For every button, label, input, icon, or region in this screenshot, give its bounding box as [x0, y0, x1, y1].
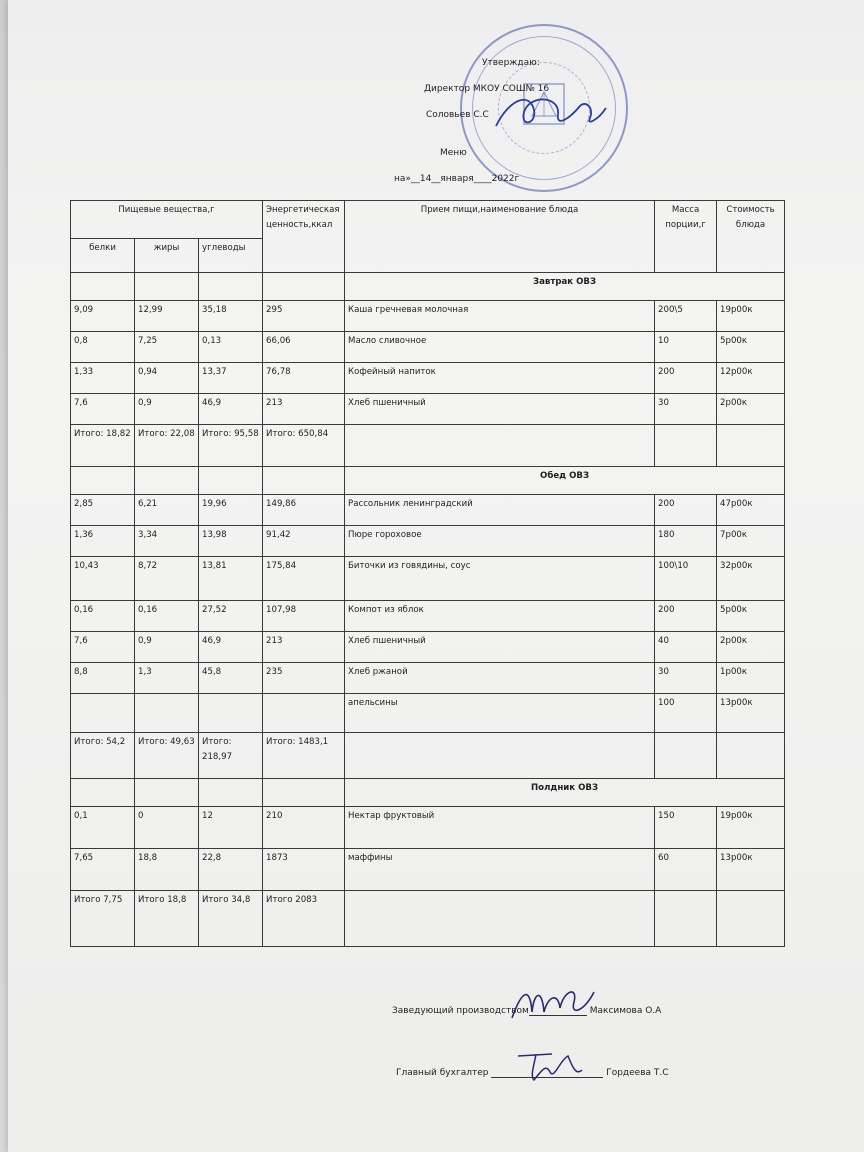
empty-cell — [71, 273, 135, 301]
fat-cell: 12,99 — [135, 301, 199, 332]
empty-cell — [263, 273, 345, 301]
accountant-name: Гордеева Т.С — [606, 1068, 669, 1078]
cost-cell: 1р00к — [717, 663, 785, 694]
energy-cell: 175,84 — [263, 557, 345, 601]
carbs-cell: 35,18 — [199, 301, 263, 332]
dish-name-cell: Пюре гороховое — [345, 526, 655, 557]
approve-label: Утверждаю: — [482, 58, 540, 68]
protein-cell: 1,33 — [71, 363, 135, 394]
dish-row — [71, 301, 785, 332]
carbs-cell: 13,37 — [199, 363, 263, 394]
energy-cell: 1873 — [263, 849, 345, 891]
cost-cell: 32р00к — [717, 557, 785, 601]
director-signature — [490, 88, 610, 138]
empty-cell — [71, 779, 135, 807]
energy-cell: 149,86 — [263, 495, 345, 526]
empty-cell — [717, 733, 785, 779]
dish-name-cell: Компот из яблок — [345, 601, 655, 632]
cost-cell: 19р00к — [717, 301, 785, 332]
cost-cell: 2р00к — [717, 394, 785, 425]
total-energy: Итого: 1483,1 — [263, 733, 345, 779]
dish-row — [71, 663, 785, 694]
col-dish: Прием пищи,наименование блюда — [345, 201, 655, 273]
col-protein: белки — [71, 239, 135, 273]
mass-cell: 100\10 — [655, 557, 717, 601]
protein-cell: 0,16 — [71, 601, 135, 632]
empty-cell — [135, 779, 199, 807]
protein-cell: 8,8 — [71, 663, 135, 694]
accountant-signature — [512, 1046, 592, 1086]
empty-cell — [135, 273, 199, 301]
energy-cell: 213 — [263, 394, 345, 425]
carbs-cell: 22,8 — [199, 849, 263, 891]
mass-cell: 150 — [655, 807, 717, 849]
total-row — [71, 425, 785, 467]
dish-row — [71, 495, 785, 526]
carbs-cell: 0,13 — [199, 332, 263, 363]
cost-cell: 5р00к — [717, 601, 785, 632]
carbs-cell: 12 — [199, 807, 263, 849]
fat-cell: 0,16 — [135, 601, 199, 632]
col-nutrients: Пищевые вещества,г — [71, 201, 263, 239]
dish-row — [71, 601, 785, 632]
carbs-cell: 13,98 — [199, 526, 263, 557]
dish-name-cell: маффины — [345, 849, 655, 891]
cost-cell: 47р00к — [717, 495, 785, 526]
protein-cell — [71, 694, 135, 733]
col-energy: Энергетическая ценность,ккал — [263, 201, 345, 273]
carbs-cell: 19,96 — [199, 495, 263, 526]
fat-cell: 0,94 — [135, 363, 199, 394]
mass-cell: 200\5 — [655, 301, 717, 332]
manager-signature — [508, 982, 598, 1026]
section-title: Завтрак ОВЗ — [345, 273, 785, 301]
fat-cell: 1,3 — [135, 663, 199, 694]
director-title: Директор МКОУ СОШ№ 16 — [424, 84, 550, 94]
cost-cell: 13р00к — [717, 694, 785, 733]
dish-name-cell: Хлеб пшеничный — [345, 394, 655, 425]
header-row-1 — [71, 201, 785, 239]
empty-cell — [199, 467, 263, 495]
carbs-cell: 46,9 — [199, 394, 263, 425]
energy-cell: 213 — [263, 632, 345, 663]
empty-cell — [345, 733, 655, 779]
section-title: Обед ОВЗ — [345, 467, 785, 495]
mass-cell: 180 — [655, 526, 717, 557]
fat-cell: 0,9 — [135, 394, 199, 425]
empty-cell — [135, 467, 199, 495]
empty-cell — [655, 891, 717, 947]
dish-row — [71, 526, 785, 557]
protein-cell: 0,8 — [71, 332, 135, 363]
mass-cell: 200 — [655, 495, 717, 526]
total-fat: Итого 18,8 — [135, 891, 199, 947]
carbs-cell: 27,52 — [199, 601, 263, 632]
dish-name-cell: Биточки из говядины, соус — [345, 557, 655, 601]
total-energy: Итого 2083 — [263, 891, 345, 947]
carbs-cell — [199, 694, 263, 733]
fat-cell: 18,8 — [135, 849, 199, 891]
mass-cell: 10 — [655, 332, 717, 363]
energy-cell: 107,98 — [263, 601, 345, 632]
director-name: Соловьев С.С — [426, 110, 489, 120]
empty-cell — [717, 425, 785, 467]
dish-name-cell: Масло сливочное — [345, 332, 655, 363]
manager-name: Максимова О.А — [589, 1006, 662, 1016]
cost-cell: 7р00к — [717, 526, 785, 557]
dish-row — [71, 363, 785, 394]
protein-cell: 1,36 — [71, 526, 135, 557]
col-cost: Стоимость блюда — [717, 201, 785, 273]
mass-cell: 30 — [655, 663, 717, 694]
mass-cell: 30 — [655, 394, 717, 425]
empty-cell — [345, 425, 655, 467]
dish-row — [71, 807, 785, 849]
fat-cell: 0,9 — [135, 632, 199, 663]
total-fat: Итого: 22,08 — [135, 425, 199, 467]
empty-cell — [345, 891, 655, 947]
dish-name-cell: Рассольник ленинградский — [345, 495, 655, 526]
carbs-cell: 46,9 — [199, 632, 263, 663]
protein-cell: 7,6 — [71, 632, 135, 663]
protein-cell: 9,09 — [71, 301, 135, 332]
dish-name-cell: Хлеб пшеничный — [345, 632, 655, 663]
dish-name-cell: апельсины — [345, 694, 655, 733]
energy-cell: 76,78 — [263, 363, 345, 394]
empty-cell — [71, 467, 135, 495]
total-fat: Итого: 49,63 — [135, 733, 199, 779]
total-carbs: Итого: 95,58 — [199, 425, 263, 467]
dish-row — [71, 394, 785, 425]
empty-cell — [199, 273, 263, 301]
energy-cell: 91,42 — [263, 526, 345, 557]
carbs-cell: 45,8 — [199, 663, 263, 694]
accountant-label: Главный бухгалтер — [396, 1068, 489, 1078]
cost-cell: 5р00к — [717, 332, 785, 363]
empty-cell — [263, 467, 345, 495]
empty-cell — [199, 779, 263, 807]
section-row-breakfast — [71, 273, 785, 301]
dish-row — [71, 332, 785, 363]
mass-cell: 40 — [655, 632, 717, 663]
fat-cell: 8,72 — [135, 557, 199, 601]
empty-cell — [655, 425, 717, 467]
dish-name-cell: Кофейный напиток — [345, 363, 655, 394]
section-row-lunch — [71, 467, 785, 495]
empty-cell — [263, 779, 345, 807]
fat-cell: 7,25 — [135, 332, 199, 363]
dish-row — [71, 849, 785, 891]
protein-cell: 2,85 — [71, 495, 135, 526]
energy-cell — [263, 694, 345, 733]
total-carbs: Итого: 218,97 — [199, 733, 263, 779]
col-mass: Масса порции,г — [655, 201, 717, 273]
mass-cell: 200 — [655, 363, 717, 394]
cost-cell: 2р00к — [717, 632, 785, 663]
menu-table — [70, 200, 785, 947]
col-fat: жиры — [135, 239, 199, 273]
section-title: Полдник ОВЗ — [345, 779, 785, 807]
total-protein: Итого 7,75 — [71, 891, 135, 947]
dish-name-cell: Хлеб ржаной — [345, 663, 655, 694]
cost-cell: 13р00к — [717, 849, 785, 891]
dish-name-cell: Нектар фруктовый — [345, 807, 655, 849]
dish-row — [71, 557, 785, 601]
fat-cell: 6,21 — [135, 495, 199, 526]
energy-cell: 210 — [263, 807, 345, 849]
section-row-snack — [71, 779, 785, 807]
protein-cell: 10,43 — [71, 557, 135, 601]
protein-cell: 7,65 — [71, 849, 135, 891]
menu-date: на»__14__января____2022г — [394, 174, 520, 184]
carbs-cell: 13,81 — [199, 557, 263, 601]
total-row — [71, 891, 785, 947]
energy-cell: 66,06 — [263, 332, 345, 363]
protein-cell: 0,1 — [71, 807, 135, 849]
total-carbs: Итого 34,8 — [199, 891, 263, 947]
col-carbs: углеводы — [199, 239, 263, 273]
manager-label: Заведующий производством — [392, 1006, 529, 1016]
empty-cell — [717, 891, 785, 947]
dish-name-cell: Каша гречневая молочная — [345, 301, 655, 332]
fat-cell — [135, 694, 199, 733]
total-protein: Итого: 54,2 — [71, 733, 135, 779]
mass-cell: 100 — [655, 694, 717, 733]
dish-row — [71, 694, 785, 733]
paper-sheet — [8, 0, 864, 1152]
fat-cell: 3,34 — [135, 526, 199, 557]
mass-cell: 60 — [655, 849, 717, 891]
total-energy: Итого: 650,84 — [263, 425, 345, 467]
fat-cell: 0 — [135, 807, 199, 849]
total-protein: Итого: 18,82 — [71, 425, 135, 467]
dish-row — [71, 632, 785, 663]
mass-cell: 200 — [655, 601, 717, 632]
total-row — [71, 733, 785, 779]
cost-cell: 12р00к — [717, 363, 785, 394]
empty-cell — [655, 733, 717, 779]
menu-title: Меню — [440, 148, 467, 158]
cost-cell: 19р00к — [717, 807, 785, 849]
protein-cell: 7,6 — [71, 394, 135, 425]
energy-cell: 295 — [263, 301, 345, 332]
energy-cell: 235 — [263, 663, 345, 694]
